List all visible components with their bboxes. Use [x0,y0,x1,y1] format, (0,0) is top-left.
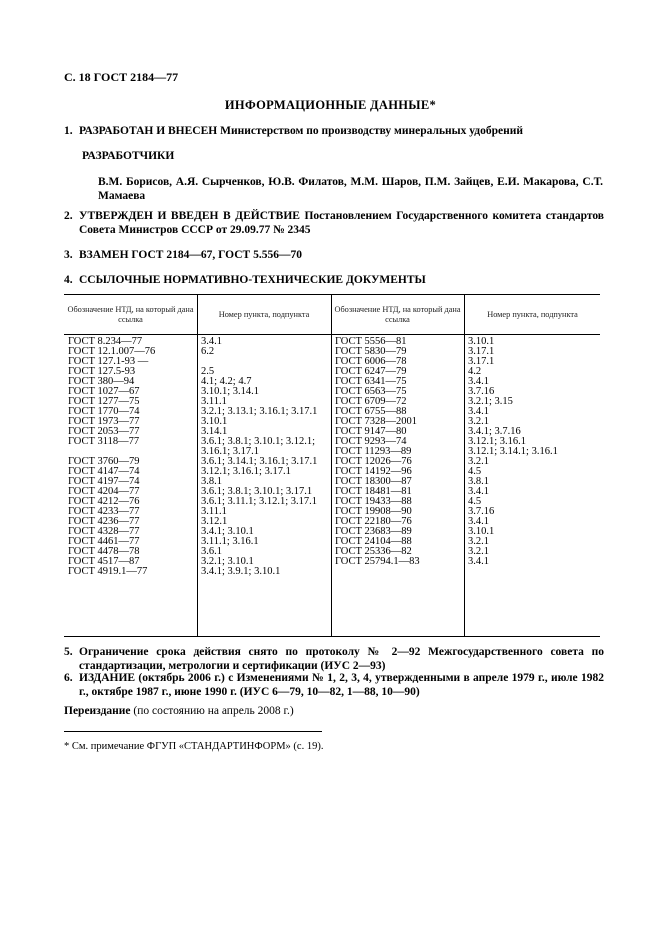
section-number: 5. [64,646,73,658]
authors-list: В.М. Борисов, А.Я. Сырченков, Ю.В. Филатов, М.М. Шаров, П.М. Зайцев, Е.И. Макарова, С.Т. Мамаева [98,176,603,202]
section-text: Ограничение срока действия снято по протоколу № 2—92 Межгосударственного совета по стандартизации, метрологии и сертификации (ИУС 2—93) [79,646,604,672]
section-text: Министерством по производству минеральных удобрений [217,125,523,137]
footnote-rule [64,731,322,732]
reissue-note [64,705,294,717]
section-3 [64,248,604,262]
section-number: 2. [64,210,73,222]
section-6 [64,671,604,699]
page-header: С. 18 ГОСТ 2184—77 [64,70,179,84]
footnote: * См. примечание ФГУП «СТАНДАРТИНФОРМ» (с. 19). [64,741,324,752]
section-heading: УТВЕРЖДЕН И ВВЕДЕН В ДЕЙСТВИЕ [79,210,300,222]
section-text: ВЗАМЕН ГОСТ 2184—67, ГОСТ 5.556—70 [79,249,302,261]
section-text: ИЗДАНИЕ (октябрь 2006 г.) с Изменениями № 1, 2, 3, 4, утвержденными в апреле 1979 г., июле 1982 г., октябре 1987 г., июне 1990 г. (ИУС 6—79, 10—82, 1—88, 10—90) [79,672,604,698]
section-text: ССЫЛОЧНЫЕ НОРМАТИВНО-ТЕХНИЧЕСКИЕ ДОКУМЕНТЫ [79,274,426,286]
page-title: ИНФОРМАЦИОННЫЕ ДАННЫЕ* [224,98,437,112]
column-header-clause: Номер пункта, подпункта [487,309,578,319]
table-column-clauses-right: 3.10.1 3.17.1 3.17.1 4.2 3.4.1 3.7.16 3.2.1; 3.15 3.4.1 3.2.1 3.4.1; 3.7.16 3.12.1; 3.16.1 3.12.1; 3.14.1; 3.16.1 3.2.1 4.5 3.8.1 3.4.1 4.5 3.7.16 3.4.1 3.10.1 3.2.1 3.2.1 3.4.1 [468,336,558,567]
section-text: Постановлением Государственного комитета стандартов Совета Министров СССР от 29.09.77 № 2345 [79,210,604,236]
table-divider [331,295,332,636]
table-divider [464,295,465,636]
section-2 [64,209,604,237]
table-divider [197,295,198,636]
reissue-text: (по состоянию на апрель 2008 г.) [130,705,294,717]
table-header-rule [64,334,600,335]
section-number: 4. [64,274,73,286]
table-column-documents-left: ГОСТ 8.234—77 ГОСТ 12.1.007—76 ГОСТ 127.1-93 — ГОСТ 127.5-93 ГОСТ 380—94 ГОСТ 1027—67 ГОСТ 1277—75 ГОСТ 1770—74 ГОСТ 1973—77 ГОСТ 2053—77 ГОСТ 3118—77 ГОСТ 3760—79 ГОСТ 4147—74 ГОСТ 4197—74 ГОСТ 4204—77 ГОСТ 4212—76 ГОСТ 4233—77 ГОСТ 4236—77 ГОСТ 4328—77 ГОСТ 4461—77 ГОСТ 4478—78 ГОСТ 4517—87 ГОСТ 4919.1—77 [68,336,156,577]
section-1 [64,124,604,138]
reissue-label: Переиздание [64,705,131,717]
table-column-clauses-left: 3.4.1 6.2 2.5 4.1; 4.2; 4.7 3.10.1; 3.14.1 3.11.1 3.2.1; 3.13.1; 3.16.1; 3.17.1 3.10.1 3.14.1 3.6.1; 3.8.1; 3.10.1; 3.12.1; 3.16.1; 3.17.1 3.6.1; 3.14.1; 3.16.1; 3.17.1 3.12.1; 3.16.1; 3.17.1 3.8.1 3.6.1; 3.8.1; 3.10.1; 3.17.1 3.6.1; 3.11.1; 3.12.1; 3.17.1 3.11.1 3.12.1 3.4.1; 3.10.1 3.11.1; 3.16.1 3.6.1 3.2.1; 3.10.1 3.4.1; 3.9.1; 3.10.1 [201,336,318,577]
section-number: 1. [64,125,73,137]
developers-label: РАЗРАБОТЧИКИ [82,150,175,162]
section-4 [64,273,604,287]
section-5 [64,645,604,673]
section-number: 3. [64,249,73,261]
section-heading: РАЗРАБОТАН И ВНЕСЕН [79,125,218,137]
section-number: 6. [64,672,73,684]
column-header-document: Обозначение НТД, на который дана ссылка [67,304,194,324]
column-header-clause: Номер пункта, подпункта [218,309,310,319]
table-column-documents-right: ГОСТ 5556—81 ГОСТ 5830—79 ГОСТ 6006—78 ГОСТ 6247—79 ГОСТ 6341—75 ГОСТ 6563—75 ГОСТ 6709—72 ГОСТ 6755—88 ГОСТ 7328—2001 ГОСТ 9147—80 ГОСТ 9293—74 ГОСТ 11293—89 ГОСТ 12026—76 ГОСТ 14192—96 ГОСТ 18300—87 ГОСТ 18481—81 ГОСТ 19433—88 ГОСТ 19908—90 ГОСТ 22180—76 ГОСТ 23683—89 ГОСТ 24104—88 ГОСТ 25336—82 ГОСТ 25794.1—83 [335,336,420,567]
column-header-document: Обозначение НТД, на который дана ссылка [334,304,461,324]
references-table [64,294,600,637]
